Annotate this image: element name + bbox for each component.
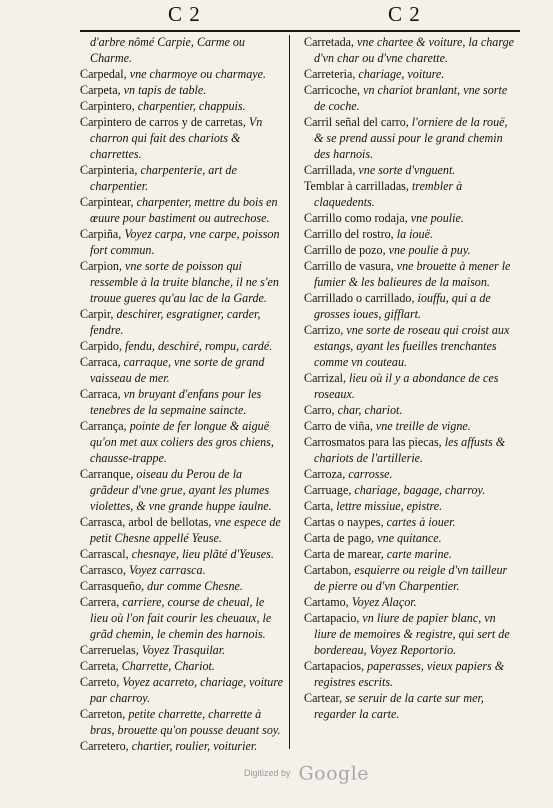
entry-headword: Carpinteria, (80, 163, 138, 177)
entry-definition: carraque, vne sorte de grand vaisseau de mer. (90, 355, 265, 385)
right-column (304, 34, 517, 722)
entry-definition: vne sorte d'vnguent. (355, 163, 456, 177)
entry-definition: vn liure de papier blanc, vn liure de memoires & registre, qui sert de bordereau, Voyez Reportorio. (314, 611, 510, 657)
dictionary-entry (304, 402, 517, 418)
entry-definition: d'arbre nômé Carpie, Carme ou Charme. (90, 35, 245, 65)
dictionary-entry (304, 370, 517, 402)
entry-headword: Carpiña, (80, 227, 122, 241)
google-wordmark: Google (298, 762, 370, 784)
entry-headword: Carpir, (80, 307, 114, 321)
dictionary-entry (304, 82, 517, 114)
entry-definition: Voyez carpa, vne carpe, poisson fort commun. (90, 227, 280, 257)
entry-definition: vne brouette à mener le fumier & les balieures de la maison. (314, 259, 511, 289)
entry-definition: vne treille de vigne. (372, 419, 471, 433)
entry-headword: Carrillado o carrillado, (304, 291, 415, 305)
dictionary-entry (80, 546, 284, 562)
header-left-signature: C 2 (168, 2, 201, 26)
entry-headword: Temblar à carrilladas, (304, 179, 409, 193)
entry-definition: cartes à iouer. (383, 515, 456, 529)
entry-headword: Carraca, (80, 355, 121, 369)
dictionary-entry (304, 226, 517, 242)
entry-headword: Carrasco, (80, 563, 127, 577)
entry-definition: carrosse. (345, 467, 393, 481)
entry-definition: deschirer, esgratigner, carder, fendre. (90, 307, 261, 337)
entry-headword: Carro de viña, (304, 419, 373, 433)
entry-definition: vn bruyant d'enfans pour les tenebres de la sepmaine saincte. (90, 387, 262, 417)
entry-definition: Voyez Trasquilar. (138, 643, 226, 657)
dictionary-entry (304, 690, 517, 722)
entry-definition: vne sorte de poisson qui ressemble à la truite blanche, il ne s'en trouue gueres qu'au lac de la Garde. (90, 259, 279, 305)
entry-headword: Carrera, (80, 595, 120, 609)
entry-headword: Carretada, (304, 35, 355, 49)
entry-headword: Carrasqueño, (80, 579, 145, 593)
entry-headword: Carraca, (80, 387, 121, 401)
dictionary-entry (304, 34, 517, 66)
dictionary-entry (80, 658, 284, 674)
entry-headword: Carpedal, (80, 67, 127, 81)
dictionary-entry (80, 514, 284, 546)
entry-definition: esquierre ou reigle d'vn tailleur de pierre ou d'vn Charpentier. (314, 563, 508, 593)
entry-definition: vn chariot branlant, vne sorte de coche. (314, 83, 508, 113)
dictionary-entry (80, 66, 284, 82)
entry-definition: vne sorte de roseau qui croist aux estangs, ayant les fueilles trenchantes comme vn couteau. (314, 323, 510, 369)
entry-headword: Carpion, (80, 259, 122, 273)
entry-headword: Carrillo del rostro, (304, 227, 394, 241)
entry-definition: Voyez Alaçor. (348, 595, 417, 609)
dictionary-entry (304, 210, 517, 226)
entry-headword: Cartear, (304, 691, 343, 705)
entry-definition: charpentier, chappuis. (134, 99, 246, 113)
entry-headword: Carreteria, (304, 67, 356, 81)
dictionary-entry (304, 418, 517, 434)
dictionary-entry (304, 290, 517, 322)
entry-headword: Carreto, (80, 675, 120, 689)
entry-headword: Carpintero de carros y de carretas, (80, 115, 246, 129)
entry-definition: trembler à claquedents. (314, 179, 463, 209)
entry-headword: Carrizal, (304, 371, 346, 385)
entry-headword: Carranque, (80, 467, 134, 481)
entry-definition: fendu, deschiré, rompu, cardé. (122, 339, 273, 353)
entry-definition: chariage, bagage, charroy. (351, 483, 486, 497)
entry-definition: pointe de fer longue & aiguë qu'on met aux coliers des gros chiens, chausse-trappe. (90, 419, 274, 465)
dictionary-entry (80, 418, 284, 466)
dictionary-entry (304, 610, 517, 658)
dictionary-entry (80, 594, 284, 642)
entry-headword: Carril señal del carro, (304, 115, 409, 129)
dictionary-entry (80, 194, 284, 226)
entry-headword: Cartamo, (304, 595, 349, 609)
entry-headword: Carroza, (304, 467, 346, 481)
entry-headword: Carro, (304, 403, 335, 417)
dictionary-entry (80, 114, 284, 162)
entry-headword: Carrasca, arbol de bellotas, (80, 515, 212, 529)
entry-headword: Carrizo, (304, 323, 344, 337)
entry-definition: vne charmoye ou charmaye. (126, 67, 267, 81)
entry-definition: carte marine. (383, 547, 452, 561)
entry-definition: dur comme Chesne. (144, 579, 243, 593)
entry-headword: Cartapacio, (304, 611, 360, 625)
entry-headword: Carpintear, (80, 195, 134, 209)
entry-headword: Carruage, (304, 483, 352, 497)
dictionary-entry (80, 98, 284, 114)
dictionary-entry (304, 258, 517, 290)
dictionary-entry (304, 498, 517, 514)
dictionary-entry (304, 66, 517, 82)
dictionary-entry (304, 562, 517, 594)
footer-watermark (0, 762, 553, 784)
digitized-by-text: Digitized by (243, 768, 291, 778)
dictionary-entry (80, 338, 284, 354)
entry-headword: Cartapacios, (304, 659, 365, 673)
dictionary-entry (304, 434, 517, 466)
dictionary-entry (80, 738, 284, 754)
dictionary-entry (80, 642, 284, 658)
entry-definition: Voyez carrasca. (126, 563, 206, 577)
entry-headword: Carreruelas, (80, 643, 139, 657)
dictionary-entry (80, 226, 284, 258)
dictionary-entry (304, 658, 517, 690)
header-right-signature: C 2 (388, 2, 421, 26)
entry-definition: petite charrette, charrette à bras, brouette qu'on pousse deuant soy. (90, 707, 281, 737)
dictionary-entry (80, 706, 284, 738)
dictionary-entry (80, 674, 284, 706)
entry-headword: Carretero, (80, 739, 129, 753)
entry-definition: oiseau du Perou de la grãdeur d'vne grue, ayant les plumes violettes, & vne grande huppe iaulne. (90, 467, 272, 513)
entry-headword: Carta, (304, 499, 334, 513)
dictionary-entry (304, 322, 517, 370)
entry-definition: les affusts & chariots de l'artillerie. (314, 435, 506, 465)
entry-headword: Cartabon, (304, 563, 352, 577)
entry-definition: vne poulie. (407, 211, 464, 225)
entry-headword: Carricoche, (304, 83, 361, 97)
entry-definition: chesnaye, lieu plãté d'Yeuses. (128, 547, 274, 561)
entry-definition: paperasses, vieux papiers & registres escrits. (314, 659, 505, 689)
entry-headword: Carrosmatos para las piecas, (304, 435, 442, 449)
entry-headword: Carrillada, (304, 163, 356, 177)
entry-definition: vne quitance. (374, 531, 442, 545)
dictionary-entry (304, 114, 517, 162)
header-rule (80, 30, 520, 32)
dictionary-entry (80, 162, 284, 194)
entry-definition: charpenter, mettre du bois en œuure pour bastiment ou autrechose. (90, 195, 278, 225)
entry-headword: Carrillo de vasura, (304, 259, 394, 273)
entry-headword: Cartas o naypes, (304, 515, 384, 529)
entry-definition: vne poulie à puy. (385, 243, 471, 257)
dictionary-entry (304, 178, 517, 210)
dictionary-entry (304, 546, 517, 562)
dictionary-entry (304, 242, 517, 258)
entry-definition: Voyez acarreto, chariage, voiture par charroy. (90, 675, 283, 705)
column-divider (289, 35, 290, 749)
entry-headword: Carrança, (80, 419, 127, 433)
entry-headword: Carreton, (80, 707, 126, 721)
dictionary-entry (80, 82, 284, 98)
entry-definition: charpenterie, art de charpentier. (90, 163, 237, 193)
dictionary-entry (80, 306, 284, 338)
dictionary-entry (80, 354, 284, 386)
dictionary-entry (80, 386, 284, 418)
footer-inner (243, 762, 370, 784)
entry-headword: Carpeta, (80, 83, 121, 97)
dictionary-entry (304, 594, 517, 610)
entry-definition: vn tapis de table. (120, 83, 207, 97)
entry-definition: se seruir de la carte sur mer, regarder la carte. (314, 691, 484, 721)
entry-headword: Carpido, (80, 339, 122, 353)
dictionary-entry (80, 466, 284, 514)
dictionary-entry (304, 162, 517, 178)
entry-headword: Carreta, (80, 659, 119, 673)
dictionary-entry (80, 34, 284, 66)
entry-definition: lettre missiue, epistre. (333, 499, 443, 513)
dictionary-entry (304, 482, 517, 498)
entry-definition: Vn charron qui fait des chariots & charrettes. (90, 115, 263, 161)
dictionary-entry (80, 562, 284, 578)
dictionary-entry (80, 258, 284, 306)
dictionary-entry (80, 578, 284, 594)
entry-headword: Carta de marear, (304, 547, 384, 561)
entry-headword: Carrillo de pozo, (304, 243, 386, 257)
entry-headword: Carta de pago, (304, 531, 375, 545)
entry-definition: la iouë. (393, 227, 433, 241)
entry-definition: carriere, course de cheual, le lieu où l'on fait courir les cheuaux, le grãd chemin, le chemin des harnois. (90, 595, 272, 641)
dictionary-entry (304, 530, 517, 546)
entry-headword: Carrascal, (80, 547, 129, 561)
entry-headword: Carpintero, (80, 99, 135, 113)
entry-definition: chartier, roulier, voiturier. (128, 739, 258, 753)
left-column (80, 34, 284, 754)
dictionary-entry (304, 466, 517, 482)
entry-headword: Carrillo como rodaja, (304, 211, 408, 225)
entry-definition: Charrette, Chariot. (118, 659, 215, 673)
entry-definition: vne espece de petit Chesne appellé Yeuse. (90, 515, 281, 545)
dictionary-entry (304, 514, 517, 530)
entry-definition: vne chartee & voiture, la charge d'vn char ou d'vne charette. (314, 35, 514, 65)
entry-definition: lieu où il y a abondance de ces roseaux. (314, 371, 499, 401)
entry-definition: l'orniere de la rouë, & se prend aussi pour le grand chemin des harnois. (314, 115, 508, 161)
entry-definition: char, chariot. (334, 403, 403, 417)
entry-definition: chariage, voiture. (355, 67, 445, 81)
entry-definition: iouffu, qui a de grosses ioues, gifflart. (314, 291, 491, 321)
